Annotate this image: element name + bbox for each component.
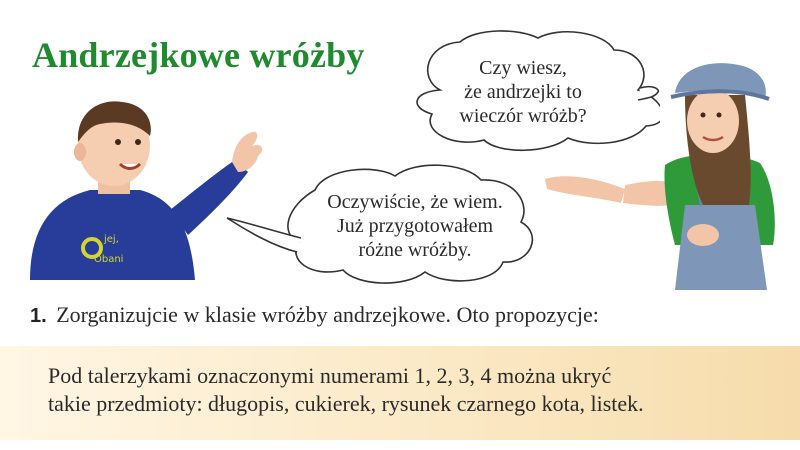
girl-bubble-line: wieczór wróżb? [459,105,587,127]
boy-bubble-line: Już przygotowałem [336,215,494,237]
page-title: Andrzejkowe wróżby [32,35,365,75]
boy-bubble-line: różne wróżby. [358,239,472,261]
task-instruction [30,302,599,328]
svg-text:jej,: jej, [104,234,119,245]
task-number: 1. [30,305,47,327]
proposal-line: Pod talerzykami oznaczonymi numerami 1, 2, 3, 4 można ukryć [48,363,612,388]
boy-bubble-line: Oczywiście, że wiem. [327,191,503,213]
boy-illustration [20,90,290,280]
proposal-line: takie przedmioty: długopis, cukierek, rysunek czarnego kota, listek. [48,391,644,416]
girl-bubble-line: Czy wiesz, [479,57,567,79]
svg-text:Obani: Obani [94,254,124,265]
task-text: Zorganizujcie w klasie wróżby andrzejkowe. Oto propozycje: [56,302,599,327]
proposal-text [48,362,788,418]
girl-bubble-line: że andrzejki to [464,81,582,103]
girl-illustration [535,55,800,290]
